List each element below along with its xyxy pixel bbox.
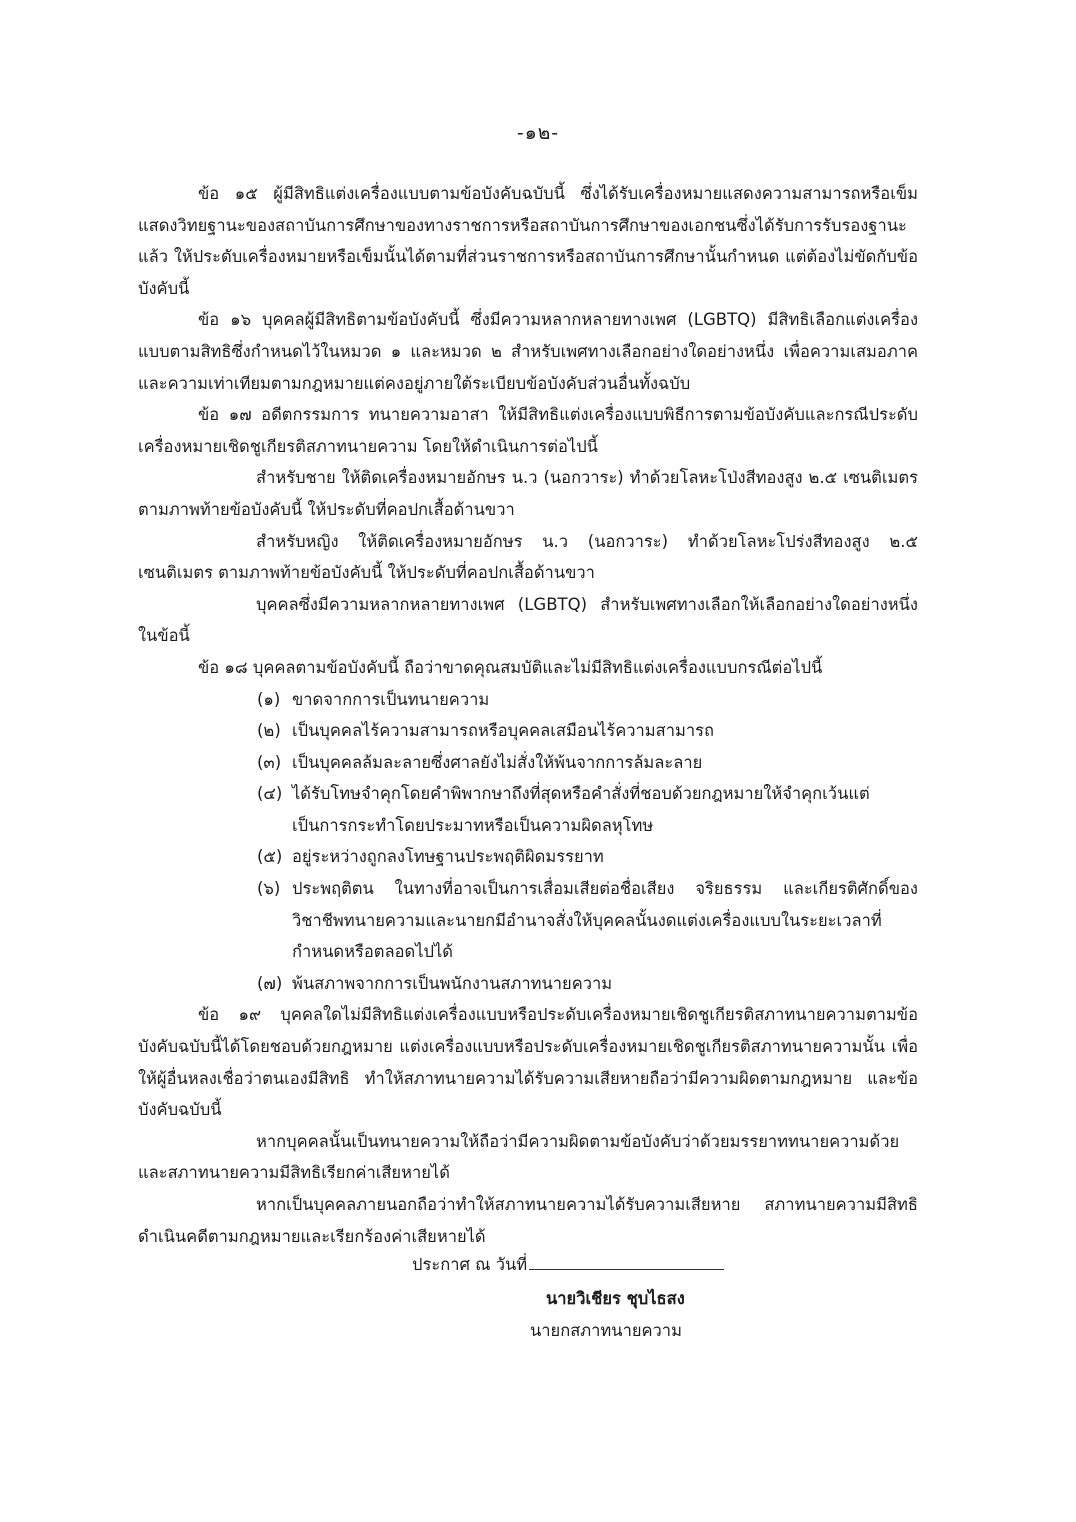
item-text: เป็นบุคคลล้มละลายซึ่งศาลยังไม่สั่งให้พ้นจากการล้มละลาย xyxy=(292,752,703,772)
item-text: ประพฤติตน ในทางที่อาจเป็นการเสื่อมเสียต่อชื่อเสียง จริยธรรม และเกียรติศักดิ์ของวิชาชีพทนายความและนายกมีอำนาจสั่งให้บุคคลนั้นงดแต่งเครื่องแบบในระยะเวลาที่กำหนดหรือตลอดไปได้ xyxy=(292,879,918,962)
announcement-date xyxy=(412,1252,724,1278)
clause-16: ข้อ ๑๖ บุคคลผู้มีสิทธิตามข้อบังคับนี้ ซึ่งมีความหลากหลายทางเพศ (LGBTQ) มีสิทธิเลือกแต่งเครื่องแบบตามสิทธิซึ่งกำหนดไว้ในหมวด ๑ และหมวด ๒ สำหรับเพศทางเลือกอย่างใดอย่างหนึ่ง เพื่อความเสมอภาคและความเท่าเทียมตามกฎหมายแต่คงอยู่ภายใต้ระเบียบข้อบังคับส่วนอื่นทั้งฉบับ xyxy=(138,310,918,393)
clause-18-item-6 xyxy=(138,873,918,968)
clause-17-female: สำหรับหญิง ให้ติดเครื่องหมายอักษร น.ว (นอกวาระ) ทำด้วยโลหะโปร่งสีทองสูง ๒.๕ เซนติเมตร ตามภาพท้ายข้อบังคับนี้ ให้ประดับที่คอปกเสื้อด้านขวา xyxy=(138,531,918,583)
clause-18-item-7 xyxy=(138,968,918,1000)
clause-19-lawyer: หากบุคคลนั้นเป็นทนายความให้ถือว่ามีความผิดตามข้อบังคับว่าด้วยมรรยาททนายความด้วยและสภาทนายความมีสิทธิเรียกค่าเสียหายได้ xyxy=(138,1131,900,1183)
item-text: ได้รับโทษจำคุกโดยคำพิพากษาถึงที่สุดหรือคำสั่งที่ชอบด้วยกฎหมายให้จำคุกเว้นแต่เป็นการกระทำโดยประมาทหรือเป็นความผิดลหุโทษ xyxy=(292,784,870,835)
item-number: (๗) xyxy=(257,973,283,993)
item-number: (๓) xyxy=(257,752,282,772)
item-text: อยู่ระหว่างถูกลงโทษฐานประพฤติผิดมรรยาท xyxy=(292,847,604,867)
clause-19: ข้อ ๑๙ บุคคลใดไม่มีสิทธิแต่งเครื่องแบบหรือประดับเครื่องหมายเชิดชูเกียรติสภาทนายความตามข้อบังคับฉบับนี้ได้โดยชอบด้วยกฎหมาย แต่งเครื่องแบบหรือประดับเครื่องหมายเชิดชูเกียรติสภาทนายความนั้น เพื่อให้ผู้อื่นหลงเชื่อว่าตนเองมีสิทธิ ทำให้สภาทนายความได้รับความเสียหายถือว่ามีความผิดตามกฎหมาย และข้อบังคับฉบับนี้ xyxy=(138,1005,918,1120)
item-number: (๒) xyxy=(257,721,281,741)
clause-17: ข้อ ๑๗ อดีตกรรมการ ทนายความอาสา ให้มีสิทธิแต่งเครื่องแบบพิธีการตามข้อบังคับและกรณีประดับเครื่องหมายเชิดชูเกียรติสภาทนายความ โดยให้ดำเนินการต่อไปนี้ xyxy=(138,405,918,456)
clause-18: ข้อ ๑๘ บุคคลตามข้อบังคับนี้ ถือว่าขาดคุณสมบัติและไม่มีสิทธิแต่งเครื่องแบบกรณีต่อไปนี้ xyxy=(198,657,823,677)
clause-17-lgbtq: บุคคลซึ่งมีความหลากหลายทางเพศ (LGBTQ) สำหรับเพศทางเลือกให้เลือกอย่างใดอย่างหนึ่งในข้อนี้ xyxy=(138,594,918,646)
clause-19-outsider: หากเป็นบุคคลภายนอกถือว่าทำให้สภาทนายความได้รับความเสียหาย สภาทนายความมีสิทธิดำเนินคดีตามกฎหมายและเรียกร้องค่าเสียหายได้ xyxy=(138,1195,918,1246)
clause-15: ข้อ ๑๕ ผู้มีสิทธิแต่งเครื่องแบบตามข้อบังคับฉบับนี้ ซึ่งได้รับเครื่องหมายแสดงความสามารถหรือเข็มแสดงวิทยฐานะของสถาบันการศึกษาของทางราชการหรือสถาบันการศึกษาของเอกชนซึ่งได้รับการรับรองฐานะแล้ว ให้ประดับเครื่องหมายหรือเข็มนั้นได้ตามที่ส่วนราชการหรือสถาบันการศึกษานั้นกำหนด แต่ต้องไม่ขัดกับข้อบังคับนี้ xyxy=(138,184,918,298)
clause-17-male: สำหรับชาย ให้ติดเครื่องหมายอักษร น.ว (นอกวาระ) ทำด้วยโลหะโป่งสีทองสูง ๒.๕ เซนติเมตร ตามภาพท้ายข้อบังคับนี้ ให้ประดับที่คอปกเสื้อด้านขวา xyxy=(138,468,918,519)
item-number: (๑) xyxy=(257,689,281,709)
signer-name: นายวิเชียร ชุบไธสง xyxy=(546,1289,685,1308)
clause-18-item-1 xyxy=(138,684,918,716)
signer-title: นายกสภาทนายความ xyxy=(530,1321,682,1340)
document-body xyxy=(138,178,918,1252)
date-blank-line xyxy=(529,1253,724,1270)
item-text: ขาดจากการเป็นทนายความ xyxy=(292,689,490,709)
item-text: เป็นบุคคลไร้ความสามารถหรือบุคคลเสมือนไร้ความสามารถ xyxy=(292,721,715,741)
item-number: (๕) xyxy=(257,847,283,867)
clause-18-item-3 xyxy=(138,747,918,779)
clause-18-item-4 xyxy=(138,778,918,841)
clause-18-item-5 xyxy=(138,841,918,873)
date-label: ประกาศ ณ วันที่ xyxy=(412,1255,528,1274)
item-number: (๖) xyxy=(257,879,281,899)
item-text: พ้นสภาพจากการเป็นพนักงานสภาทนายความ xyxy=(292,973,613,993)
clause-18-item-2 xyxy=(138,715,918,747)
page-number: -๑๒- xyxy=(516,122,560,144)
item-number: (๔) xyxy=(257,784,283,804)
